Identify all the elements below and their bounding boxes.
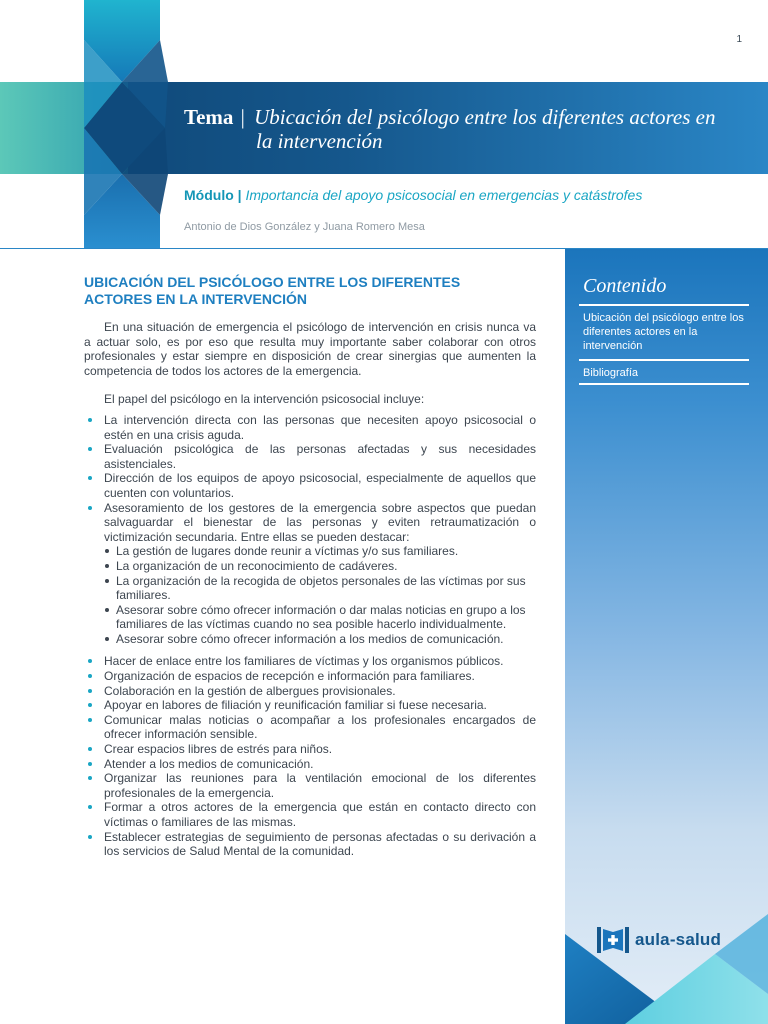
list-item: Hacer de enlace entre los familiares de víctimas y los organismos públicos. [84, 654, 536, 669]
modulo-subtitle [184, 187, 642, 203]
list-item: Dirección de los equipos de apoyo psicosocial, especialmente de aquellos que cuenten con voluntarios. [84, 471, 536, 500]
tema-label: Tema [184, 105, 234, 129]
tema-title-line-2: la intervención [256, 129, 383, 153]
sub-list-item: La gestión de lugares donde reunir a víctimas y/o sus familiares. [104, 544, 536, 559]
list-item: Colaboración en la gestión de albergues provisionales. [84, 684, 536, 699]
section-heading-line-2: ACTORES EN LA INTERVENCIÓN [84, 291, 307, 307]
list-item [84, 501, 536, 647]
modulo-separator: | [237, 187, 242, 203]
aula-salud-logo-text: aula-salud [635, 930, 722, 949]
tema-title-line-1: Ubicación del psicólogo entre los diferentes actores en [254, 105, 716, 129]
sidebar-divider [579, 359, 749, 361]
modulo-text: Importancia del apoyo psicosocial en emergencias y catástrofes [245, 187, 643, 203]
modulo-label: Módulo [184, 187, 234, 203]
sidebar-item-bibliografia[interactable]: Bibliografía [583, 367, 639, 379]
role-intro-paragraph: El papel del psicólogo en la intervención psicosocial incluye: [104, 392, 425, 407]
authors: Antonio de Dios González y Juana Romero Mesa [184, 221, 425, 233]
sub-list-item: La organización de la recogida de objetos personales de las víctimas por sus familiares. [104, 574, 536, 603]
sidebar-decoration [565, 914, 768, 1024]
contents-sidebar [565, 249, 768, 1024]
list-item: Evaluación psicológica de las personas afectadas y sus necesidades asistenciales. [84, 442, 536, 471]
main-content [84, 274, 536, 859]
sub-list-item: Asesorar sobre cómo ofrecer información a los medios de comunicación. [104, 632, 536, 647]
list-item: La intervención directa con las personas que necesiten apoyo psicosocial o estén en una crisis aguda. [84, 413, 536, 442]
list-item: Apoyar en labores de filiación y reunificación familiar si fuese necesaria. [84, 698, 536, 713]
tema-separator: | [240, 105, 245, 129]
intro-paragraph: En una situación de emergencia el psicólogo de intervención en crisis nunca va a actuar solo, es por eso que resulta muy importante saber colaborar con otros profesionales y estar siempre en disposición de crear sinergias que aumenten la competencia de todos los actores de la emergencia. [84, 320, 536, 378]
sub-list-item: Asesorar sobre cómo ofrecer información o dar malas noticias en grupo a los familiares de las víctimas cuando no sea posible hacerlo individualmente. [104, 603, 536, 632]
list-item: Atender a los medios de comunicación. [84, 757, 536, 772]
sub-list [104, 544, 536, 646]
list-item: Crear espacios libres de estrés para niños. [84, 742, 536, 757]
section-heading-line-1: UBICACIÓN DEL PSICÓLOGO ENTRE LOS DIFERENTES [84, 274, 461, 290]
role-list-continued [84, 654, 536, 858]
sidebar-heading: Contenido [583, 275, 667, 297]
section-heading [84, 274, 536, 308]
list-item: Establecer estrategias de seguimiento de personas afectadas o su derivación a los servicios de Salud Mental de la comunidad. [84, 830, 536, 859]
sidebar-divider [579, 304, 749, 306]
list-item-text: Asesoramiento de los gestores de la emergencia sobre aspectos que puedan salvaguardar el bienestar de las personas y eviten retraumatización o victimización secundaria. Entre ellas se pueden destacar: [104, 500, 536, 544]
sidebar-divider [579, 383, 749, 385]
list-item: Comunicar malas noticias o acompañar a los profesionales encargados de ofrecer información sensible. [84, 713, 536, 742]
sub-list-item: La organización de un reconocimiento de cadáveres. [104, 559, 536, 574]
list-item: Formar a otros actores de la emergencia que están en contacto directo con víctimas o familiares de las mismas. [84, 800, 536, 829]
page-number: 1 [736, 34, 742, 45]
sidebar-item-ubicacion[interactable]: Ubicación del psicólogo entre los diferentes actores en la intervención [583, 312, 744, 352]
list-item: Organizar las reuniones para la ventilación emocional de los diferentes profesionales de la emergencia. [84, 771, 536, 800]
role-list [84, 413, 536, 647]
list-item: Organización de espacios de recepción e información para familiares. [84, 669, 536, 684]
tema-title [184, 105, 744, 153]
